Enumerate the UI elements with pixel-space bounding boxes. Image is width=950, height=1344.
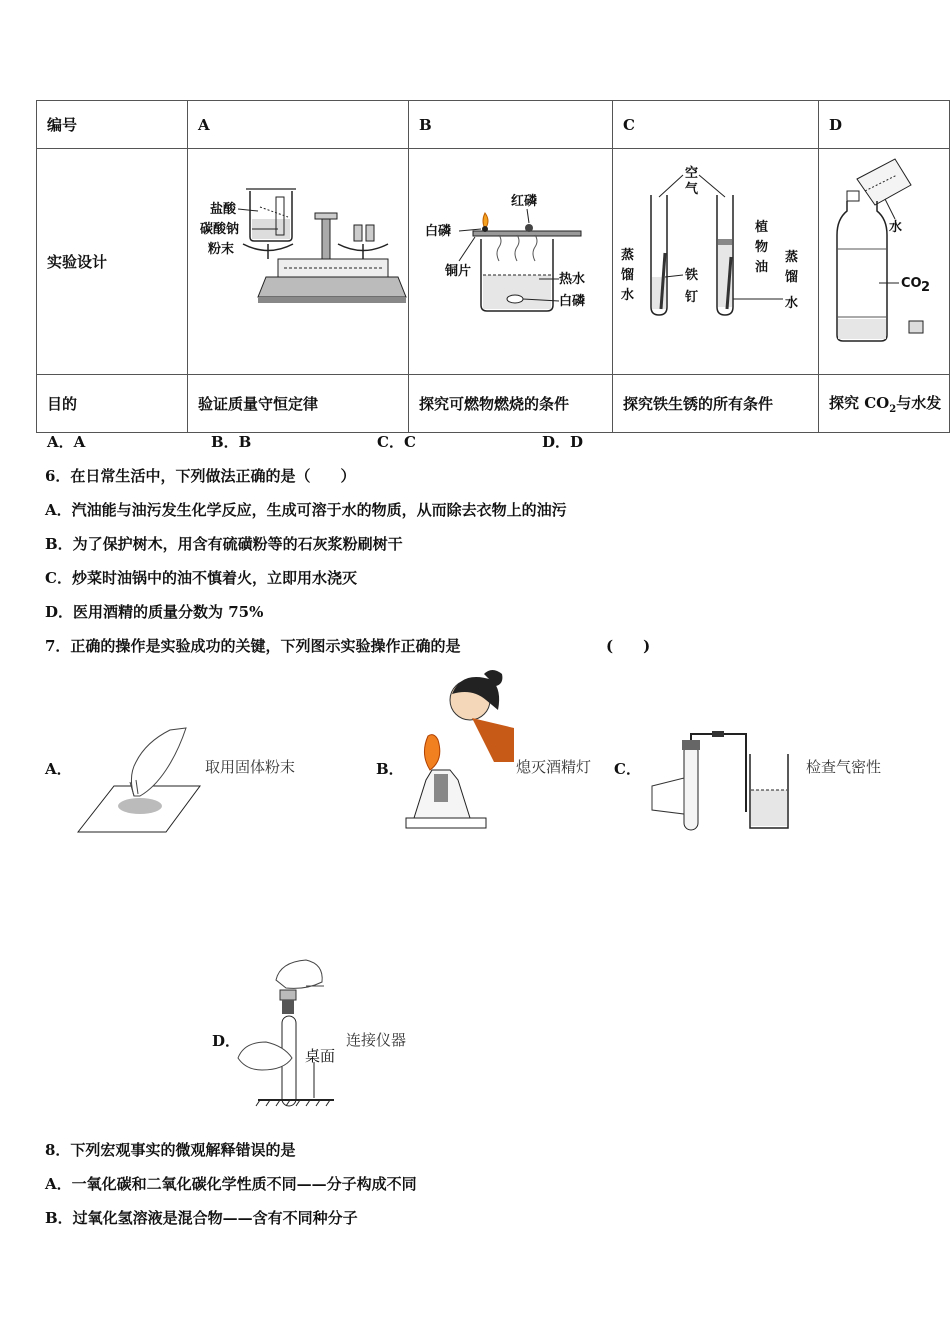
fig-c-label-nail-2: 钉: [685, 290, 699, 305]
purpose-d-prefix: 探究 CO: [829, 394, 890, 412]
table-design-row: [37, 149, 950, 375]
fig-c-label-nail-1: 铁: [685, 268, 699, 283]
q7-option-d-caption: 连接仪器: [346, 1031, 407, 1049]
q5-option-a: A．A: [47, 433, 86, 451]
fig-b-label-white-p-bottom: 白磷: [559, 294, 586, 309]
purpose-d: [819, 375, 950, 433]
fig-c-label-air-1: 空: [685, 166, 699, 181]
design-cell-a: [188, 149, 409, 375]
combustion-diagram: [409, 149, 612, 370]
q7-option-a-caption: 取用固体粉末: [205, 758, 296, 776]
q7-option-d-desk-label: 桌面: [305, 1047, 336, 1065]
fig-a-label-hcl: 盐酸: [210, 202, 237, 217]
fig-c-label-water2-1: 蒸: [785, 250, 799, 265]
fig-c-label-oil-3: 油: [755, 260, 769, 275]
q8-option-a: A．一氧化碳和二氧化碳化学性质不同——分子构成不同: [45, 1175, 417, 1193]
fig-c-label-water1-2: 馏: [621, 268, 635, 283]
fig-b-label-hot-water: 热水: [559, 272, 586, 287]
header-col-b: B: [409, 101, 613, 149]
bottle-diagram: [819, 149, 949, 370]
header-label: 编号: [37, 101, 188, 149]
q5-option-d: D．D: [542, 433, 584, 451]
fig-c-label-water2-3: 水: [785, 296, 799, 311]
fig-b-label-red-p: 红磷: [511, 194, 538, 209]
q6-stem: 6．在日常生活中，下列做法正确的是（ ）: [45, 467, 356, 485]
purpose-b: 探究可燃物燃烧的条件: [409, 375, 613, 433]
q7-option-d-label: D．: [212, 1032, 241, 1050]
fig-c-label-water1-1: 蒸: [621, 248, 635, 263]
fig-b-label-copper: 铜片: [445, 264, 472, 279]
table-purpose-row: [37, 375, 950, 433]
design-cell-c: [613, 149, 819, 375]
q7-option-b-label: B．: [376, 760, 404, 778]
purpose-d-sub: 2: [889, 404, 897, 415]
powder-illustration: [74, 722, 204, 834]
fig-d-label-co2-sub: 2: [921, 280, 931, 295]
design-label: 实验设计: [37, 149, 188, 375]
fig-d-label-water: 水: [889, 220, 903, 235]
purpose-label: 目的: [37, 375, 188, 433]
q6-option-c: C．炒菜时油锅中的油不慎着火，立即用水浇灭: [45, 569, 357, 587]
fig-a-label-na2co3: 碳酸钠: [200, 222, 240, 237]
blow-out-lamp-illustration: [402, 670, 514, 832]
header-col-a: A: [188, 101, 409, 149]
table-header-row: [37, 101, 950, 149]
fig-c-label-water2-2: 馏: [785, 270, 799, 285]
fig-b-label-white-p-top: 白磷: [425, 224, 452, 239]
connect-apparatus-illustration: [236, 954, 344, 1110]
fig-c-label-water1-3: 水: [621, 288, 635, 303]
experiment-table: [36, 100, 950, 433]
purpose-a: 验证质量守恒定律: [188, 375, 409, 433]
q7-stem: 7．正确的操作是实验成功的关键，下列图示实验操作正确的是: [45, 637, 461, 655]
q6-option-a: A．汽油能与油污发生化学反应，生成可溶于水的物质，从而除去衣物上的油污: [45, 501, 567, 519]
purpose-d-suffix: 与水发: [896, 394, 942, 412]
fig-c-label-oil-2: 物: [755, 240, 769, 255]
q8-stem: 8．下列宏观事实的微观解释错误的是: [45, 1141, 296, 1159]
q5-option-c: C．C: [377, 433, 416, 451]
purpose-c: 探究铁生锈的所有条件: [613, 375, 819, 433]
q6-option-b: B．为了保护树木，用含有硫磺粉等的石灰浆粉刷树干: [45, 535, 403, 553]
fig-d-label-co2: CO: [901, 276, 922, 291]
rust-diagram: [613, 149, 818, 370]
fig-a-label-powder: 粉末: [208, 242, 235, 257]
q7-paren: ( ): [606, 637, 651, 655]
header-col-c: C: [613, 101, 819, 149]
q7-option-a-label: A．: [45, 760, 72, 778]
fig-c-label-oil-1: 植: [755, 220, 769, 235]
balance-diagram: [188, 149, 408, 370]
airtightness-illustration: [650, 730, 802, 834]
design-cell-b: [409, 149, 613, 375]
fig-c-label-air-2: 气: [685, 182, 699, 197]
q7-option-c-caption: 检查气密性: [806, 758, 882, 776]
q8-option-b: B．过氧化氢溶液是混合物——含有不同种分子: [45, 1209, 358, 1227]
q5-option-b: B．B: [211, 433, 252, 451]
q7-option-c-label: C．: [614, 760, 641, 778]
q6-option-d: D．医用酒精的质量分数为 75%: [45, 603, 264, 621]
design-cell-d: [819, 149, 950, 375]
header-col-d: D: [819, 101, 950, 149]
q7-option-b-caption: 熄灭酒精灯: [516, 758, 592, 776]
